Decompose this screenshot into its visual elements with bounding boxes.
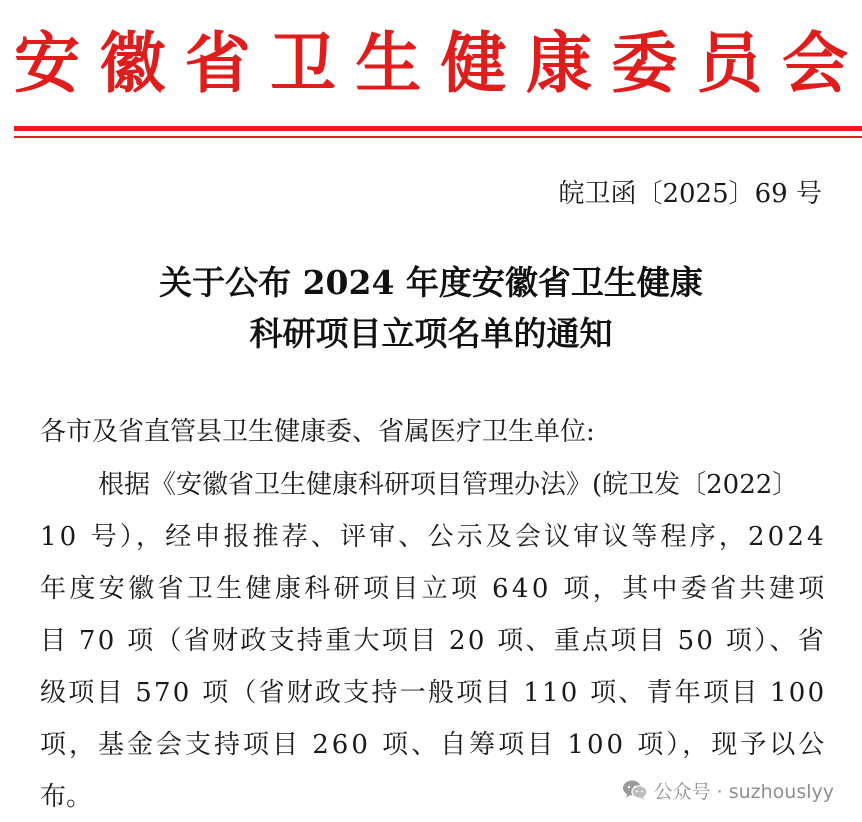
header-char: 康 (525, 24, 592, 102)
header-char: 会 (781, 24, 848, 102)
header-char: 员 (696, 24, 763, 102)
header-char: 徽 (99, 24, 166, 102)
header-char: 生 (355, 24, 422, 102)
document-number: 皖卫函〔2025〕69 号 (558, 179, 822, 209)
header-char: 健 (440, 24, 507, 102)
body-line: 10 号），经申报推荐、评审、公示及会议审议等程序，2024 (40, 522, 827, 552)
header-char: 省 (184, 24, 251, 102)
body-line: 项，基金会支持项目 260 项、自筹项目 100 项），现予以公 (40, 730, 828, 760)
header-divider-thick (14, 126, 862, 131)
salutation: 各市及省直管县卫生健康委、省属医疗卫生单位: (40, 417, 595, 447)
body-line: 级项目 570 项（省财政支持一般项目 110 项、青年项目 100 (40, 678, 827, 708)
body-line: 根据《安徽省卫生健康科研项目管理办法》(皖卫发〔2022〕 (98, 470, 799, 500)
header-char: 委 (611, 24, 678, 102)
wechat-watermark (622, 776, 834, 804)
header-char: 安 (14, 24, 80, 102)
document-title-line-1: 关于公布 2024 年度安徽省卫生健康 (159, 263, 703, 302)
body-line: 目 70 项（省财政支持重大项目 20 项、重点项目 50 项）、省 (40, 626, 827, 656)
document-title-line-2: 科研项目立项名单的通知 (249, 314, 613, 353)
watermark-text: 公众号 · suzhouslyy (653, 780, 834, 803)
header-char: 卫 (269, 24, 336, 102)
wechat-icon (622, 779, 648, 801)
header-divider-thin (14, 136, 862, 138)
body-line: 布。 (40, 782, 93, 812)
body-line: 年度安徽省卫生健康科研项目立项 640 项，其中委省共建项 (40, 574, 828, 604)
issuing-authority-header (14, 18, 848, 108)
